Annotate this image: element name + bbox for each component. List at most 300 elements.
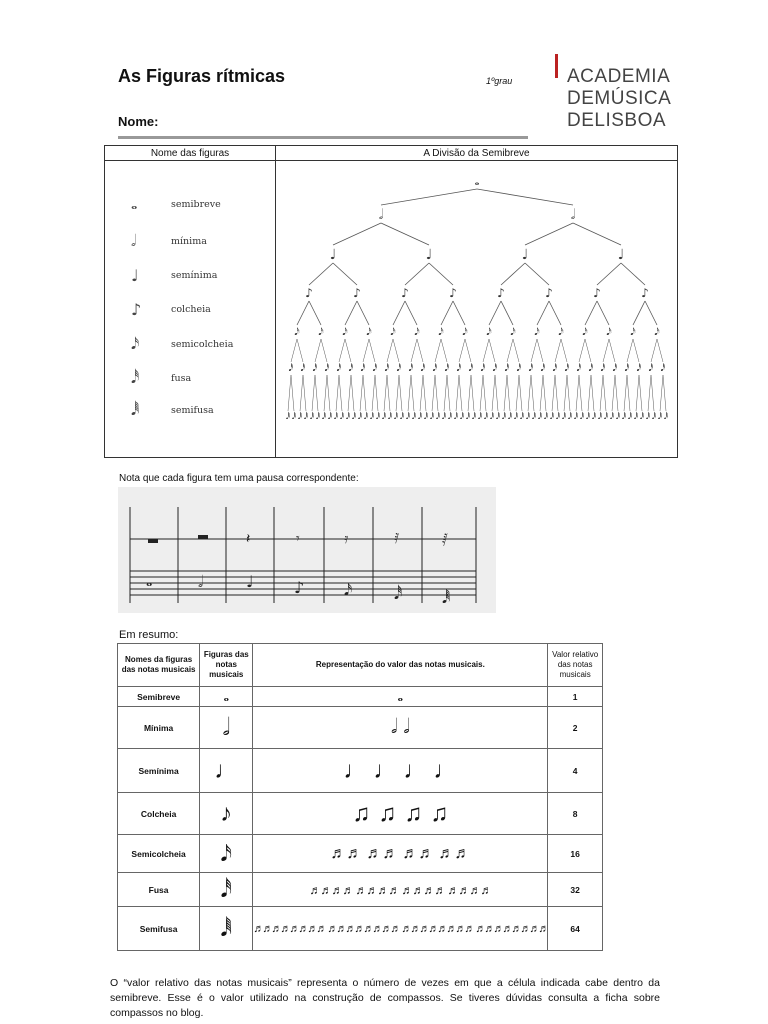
tree-note: 𝅘𝅥𝅰	[456, 364, 461, 374]
tree-note: 𝅘𝅥𝅱	[489, 412, 494, 421]
tree-note: ♩	[425, 247, 432, 263]
svg-text:𝅘𝅥𝅱: 𝅘𝅥𝅱	[442, 588, 451, 607]
tree-branch	[435, 375, 438, 411]
row-name: Semicolcheia	[118, 835, 200, 873]
semifusa-icon: 𝅘𝅥𝅱	[220, 915, 232, 941]
seminima-icon: ♩	[403, 756, 428, 784]
row-name: Colcheia	[118, 793, 200, 835]
tree-branch	[405, 301, 417, 325]
tree-branch	[552, 375, 555, 411]
tree-branch	[633, 339, 639, 362]
tree-branch	[333, 223, 381, 245]
tree-branch	[324, 375, 327, 411]
representation-cell	[253, 687, 548, 707]
tree-note: ♪	[400, 286, 409, 300]
col-header-division: A Divisão da Semibreve	[276, 146, 678, 161]
tree-branch	[621, 263, 645, 285]
row-value: 2	[548, 707, 603, 749]
representation-cell	[253, 835, 548, 873]
tree-branch	[489, 301, 501, 325]
tree-note: 𝅘𝅥𝅱	[357, 412, 362, 421]
tree-branch	[381, 189, 477, 205]
tree-note: 𝅘𝅥𝅱	[579, 412, 584, 421]
tree-note: 𝅘𝅥𝅱	[417, 412, 422, 421]
figure-name: mínima	[171, 235, 207, 247]
tree-note: 𝅘𝅥𝅱	[363, 412, 368, 421]
tree-branch	[636, 375, 639, 411]
tree-branch	[531, 375, 534, 411]
fusa-group-icon: ♬♬♬♬	[355, 882, 400, 897]
tree-note: 𝅘𝅥𝅱	[663, 412, 668, 421]
minima-icon: 𝅗𝅥	[390, 716, 398, 738]
tree-note: 𝅘𝅥𝅯	[629, 327, 636, 338]
header-representation: Representação do valor das notas musicais.	[253, 644, 548, 687]
tree-branch	[363, 339, 369, 362]
tree-branch	[411, 375, 414, 411]
tree-branch	[540, 375, 543, 411]
tree-note: 𝅘𝅥𝅱	[435, 412, 440, 421]
tree-note: 𝅘𝅥𝅱	[471, 412, 476, 421]
tree-branch	[597, 263, 621, 285]
tree-branch	[624, 375, 627, 411]
tree-note: ♪	[304, 286, 313, 300]
tree-note: 𝅘𝅥𝅱	[459, 412, 464, 421]
tree-branch	[444, 375, 447, 411]
tree-branch	[597, 301, 609, 325]
tree-note: 𝅘𝅥𝅰	[444, 364, 449, 374]
tree-note: ♩	[329, 247, 336, 263]
tree-note: 𝅘𝅥𝅰	[432, 364, 437, 374]
fusa-group-icon: ♬♬♬♬	[309, 882, 354, 897]
tree-branch	[393, 339, 399, 362]
tree-note: 𝅘𝅥𝅱	[333, 412, 338, 421]
tree-note: 𝅗𝅥	[570, 207, 575, 223]
tree-branch	[603, 375, 606, 411]
figure-cell	[200, 835, 253, 873]
tree-branch	[651, 375, 654, 411]
tree-branch	[291, 375, 294, 411]
tree-note: 𝅘𝅥𝅱	[531, 412, 536, 421]
tree-branch	[555, 375, 558, 411]
tree-note: 𝅘𝅥𝅯	[413, 327, 420, 338]
tree-note: 𝅘𝅥𝅱	[285, 412, 290, 421]
row-name: Mínima	[118, 707, 200, 749]
tree-branch	[297, 301, 309, 325]
tree-note: ♩	[617, 247, 624, 263]
tree-branch	[345, 301, 357, 325]
tree-branch	[612, 375, 615, 411]
tree-branch	[399, 375, 402, 411]
tree-branch	[648, 375, 651, 411]
tree-branch	[339, 339, 345, 362]
semibreve-icon: 𝅝	[223, 688, 230, 704]
tree-note: 𝅘𝅥𝅱	[399, 412, 404, 421]
tree-note: 𝅘𝅥𝅱	[585, 412, 590, 421]
tree-branch	[333, 263, 357, 285]
colcheia-icon: ♪	[131, 299, 142, 319]
tree-branch	[543, 375, 546, 411]
tree-branch	[579, 375, 582, 411]
tree-branch	[585, 301, 597, 325]
svg-text:♪: ♪	[294, 578, 305, 597]
semicolcheia-icon: 𝅘𝅥𝅯	[220, 840, 232, 866]
row-value: 4	[548, 749, 603, 793]
figure-row	[131, 231, 207, 251]
tree-note: 𝅘𝅥𝅱	[393, 412, 398, 421]
representation-cell	[253, 873, 548, 907]
semicolcheia-group-icon: ♬♬	[330, 844, 363, 862]
colcheia-pair-icon: ♫	[378, 799, 397, 827]
colcheia-pair-icon: ♫	[430, 799, 449, 827]
tree-branch	[393, 301, 405, 325]
tree-branch	[663, 375, 666, 411]
tree-note: 𝅘𝅥𝅱	[327, 412, 332, 421]
tree-branch	[372, 375, 375, 411]
tree-branch	[345, 339, 351, 362]
tree-branch	[327, 375, 330, 411]
footer-paragraph: O “valor relativo das notas musicais” representa o número de vezes em que a célula indicada cabe dentro da semibreve. Esse é o valor utilizado na construção de compassos. Se tiveres dúvidas consulta a ficha sobre compassos no blog.	[110, 977, 660, 1019]
tree-note: 𝅘𝅥𝅱	[603, 412, 608, 421]
tree-branch	[456, 375, 459, 411]
seminima-icon: ♩	[214, 756, 239, 784]
tree-note: ♪	[640, 286, 649, 300]
tree-branch	[591, 375, 594, 411]
tree-branch	[420, 375, 423, 411]
tree-note: 𝅘𝅥𝅰	[636, 364, 641, 374]
seminima-icon: ♩	[131, 265, 139, 285]
tree-note: 𝅘𝅥𝅱	[621, 412, 626, 421]
tree-branch	[432, 375, 435, 411]
tree-branch	[549, 301, 561, 325]
row-value: 64	[548, 907, 603, 951]
tree-branch	[537, 301, 549, 325]
tree-note: 𝅘𝅥𝅱	[657, 412, 662, 421]
figure-name: semínima	[171, 269, 218, 281]
tree-branch	[351, 375, 354, 411]
rests-caption: Nota que cada figura tem uma pausa correspondente:	[119, 473, 359, 484]
tree-note: 𝅘𝅥𝅰	[408, 364, 413, 374]
rests-staff	[118, 487, 496, 613]
name-label: Nome:	[118, 114, 159, 129]
tree-branch	[627, 375, 630, 411]
tree-note: 𝅘𝅥𝅰	[324, 364, 329, 374]
tree-branch	[528, 375, 531, 411]
tree-note: 𝅘𝅥𝅱	[369, 412, 374, 421]
figure-cell	[200, 749, 253, 793]
semicolcheia-group-icon: ♬♬	[402, 844, 435, 862]
tree-note: ♪	[544, 286, 553, 300]
tree-note: 𝅘𝅥𝅰	[384, 364, 389, 374]
figure-name: semibreve	[171, 198, 221, 210]
svg-text:𝄽: 𝄽	[246, 531, 251, 547]
tree-branch	[579, 339, 585, 362]
figure-cell	[200, 873, 253, 907]
row-value: 8	[548, 793, 603, 835]
tree-branch	[501, 263, 525, 285]
logo-text	[567, 66, 671, 132]
tree-note: 𝅘𝅥𝅱	[537, 412, 542, 421]
tree-branch	[321, 339, 327, 362]
tree-branch	[507, 375, 510, 411]
tree-note: 𝅘𝅥𝅱	[519, 412, 524, 421]
svg-text:𝄾: 𝄾	[296, 531, 300, 547]
tree-note: ♩	[521, 247, 528, 263]
tree-note: 𝅘𝅥𝅱	[405, 412, 410, 421]
tree-branch	[525, 263, 549, 285]
figure-row	[131, 194, 221, 214]
tree-branch	[381, 223, 429, 245]
tree-note: 𝅘𝅥𝅯	[605, 327, 612, 338]
tree-note: 𝅘𝅥𝅱	[315, 412, 320, 421]
tree-note: 𝅘𝅥𝅰	[600, 364, 605, 374]
figure-cell	[200, 707, 253, 749]
svg-text:𝅀: 𝅀	[394, 531, 400, 547]
tree-branch	[573, 223, 621, 245]
tree-note: 𝅘𝅥𝅱	[303, 412, 308, 421]
seminima-icon: ♩	[373, 756, 398, 784]
academy-logo	[555, 54, 672, 134]
tree-branch	[447, 375, 450, 411]
tree-note: 𝅘𝅥𝅱	[543, 412, 548, 421]
logo-line-3: DELISBOA	[567, 110, 667, 131]
tree-branch	[465, 339, 471, 362]
tree-branch	[441, 301, 453, 325]
semifusa-icon: 𝅘𝅥𝅱	[131, 400, 140, 419]
figure-row	[131, 400, 214, 420]
logo-line-2: DEMÚSICA	[567, 88, 672, 109]
tree-note: ♪	[592, 286, 601, 300]
tree-note: 𝅘𝅥𝅱	[291, 412, 296, 421]
tree-note: 𝅘𝅥𝅯	[389, 327, 396, 338]
tree-branch	[627, 339, 633, 362]
tree-note: 𝅘𝅥𝅱	[423, 412, 428, 421]
tree-note: 𝅘𝅥𝅰	[552, 364, 557, 374]
header-value: Valor relativo das notas musicais	[548, 644, 603, 687]
tree-branch	[492, 375, 495, 411]
tree-branch	[564, 375, 567, 411]
tree-note: 𝅘𝅥𝅱	[411, 412, 416, 421]
header-figures: Figuras das notas musicais	[200, 644, 253, 687]
row-value: 16	[548, 835, 603, 873]
tree-branch	[561, 339, 567, 362]
tree-note: 𝅗𝅥	[378, 207, 383, 223]
tree-branch	[657, 339, 663, 362]
tree-note: 𝅘𝅥𝅱	[615, 412, 620, 421]
tree-branch	[468, 375, 471, 411]
tree-branch	[357, 301, 369, 325]
tree-note: 𝅘𝅥𝅱	[507, 412, 512, 421]
tree-note: 𝅘𝅥𝅰	[540, 364, 545, 374]
tree-note: 𝅘𝅥𝅰	[660, 364, 665, 374]
tree-note: 𝅘𝅥𝅯	[509, 327, 516, 338]
tree-note: 𝅘𝅥𝅰	[288, 364, 293, 374]
tree-branch	[384, 375, 387, 411]
fusa-icon: 𝅘𝅥𝅰	[131, 368, 140, 387]
row-name: Semibreve	[118, 687, 200, 707]
logo-bar	[555, 54, 558, 78]
tree-note: ♪	[496, 286, 505, 300]
tree-branch	[453, 301, 465, 325]
tree-branch	[312, 375, 315, 411]
representation-cell	[253, 793, 548, 835]
tree-note: 𝅘𝅥𝅱	[555, 412, 560, 421]
svg-text:♩: ♩	[246, 572, 254, 591]
figure-name: semifusa	[171, 404, 214, 416]
tree-branch	[336, 375, 339, 411]
semicolcheia-group-icon: ♬♬	[438, 844, 471, 862]
tree-branch	[360, 375, 363, 411]
representation-cell	[253, 907, 548, 951]
tree-note: 𝅘𝅥𝅯	[365, 327, 372, 338]
figure-name: semicolcheia	[171, 338, 234, 350]
svg-text:𝅝: 𝅝	[146, 571, 153, 590]
division-tree-cell	[276, 161, 678, 458]
row-name: Semínima	[118, 749, 200, 793]
tree-note: 𝅘𝅥𝅱	[309, 412, 314, 421]
tree-branch	[660, 375, 663, 411]
tree-branch	[501, 301, 513, 325]
colcheia-pair-icon: ♫	[404, 799, 423, 827]
tree-branch	[348, 375, 351, 411]
minima-icon: 𝅗𝅥	[222, 713, 231, 741]
tree-branch	[408, 375, 411, 411]
summary-label: Em resumo:	[119, 629, 179, 641]
tree-note: 𝅘𝅥𝅱	[381, 412, 386, 421]
tree-note: 𝅘𝅥𝅰	[468, 364, 473, 374]
tree-note: 𝅘𝅥𝅱	[597, 412, 602, 421]
tree-note: 𝅘𝅥𝅱	[609, 412, 614, 421]
tree-note: 𝅘𝅥𝅰	[372, 364, 377, 374]
col-header-names: Nome das figuras	[105, 146, 276, 161]
tree-branch	[495, 375, 498, 411]
figure-row	[131, 265, 217, 285]
tree-branch	[531, 339, 537, 362]
fusa-group-icon: ♬♬♬♬	[401, 882, 446, 897]
svg-text:𝄿: 𝄿	[344, 531, 349, 547]
tree-note: 𝅘𝅥𝅱	[345, 412, 350, 421]
tree-note: 𝅘𝅥𝅯	[653, 327, 660, 338]
tree-branch	[471, 375, 474, 411]
tree-note: 𝅘𝅥𝅯	[437, 327, 444, 338]
tree-branch	[441, 339, 447, 362]
seminima-icon: ♩	[433, 756, 458, 784]
tree-branch	[297, 339, 303, 362]
name-line	[118, 136, 528, 139]
tree-note: 𝅘𝅥𝅱	[375, 412, 380, 421]
tree-note: 𝅘𝅥𝅱	[573, 412, 578, 421]
tree-branch	[339, 375, 342, 411]
figure-cell	[200, 793, 253, 835]
tree-branch	[369, 339, 375, 362]
tree-note: 𝅘𝅥𝅱	[651, 412, 656, 421]
tree-note: 𝅘𝅥𝅱	[453, 412, 458, 421]
tree-note: 𝅘𝅥𝅯	[461, 327, 468, 338]
tree-branch	[423, 375, 426, 411]
tree-note: 𝅘𝅥𝅱	[591, 412, 596, 421]
semicolcheia-icon: 𝅘𝅥𝅯	[131, 334, 140, 353]
summary-table	[117, 643, 603, 951]
tree-branch	[489, 339, 495, 362]
tree-note: 𝅘𝅥𝅰	[576, 364, 581, 374]
tree-note: 𝅘𝅥𝅰	[348, 364, 353, 374]
tree-branch	[435, 339, 441, 362]
row-name: Semifusa	[118, 907, 200, 951]
tree-branch	[513, 339, 519, 362]
division-tree-diagram	[277, 167, 677, 457]
tree-note: 𝅘𝅥𝅰	[624, 364, 629, 374]
colcheia-pair-icon: ♫	[352, 799, 371, 827]
tree-note: 𝅘𝅥𝅱	[297, 412, 302, 421]
tree-note: ♪	[352, 286, 361, 300]
tree-note: 𝅘𝅥𝅰	[312, 364, 317, 374]
tree-branch	[375, 375, 378, 411]
tree-note: 𝅘𝅥𝅱	[387, 412, 392, 421]
row-value: 1	[548, 687, 603, 707]
rests-staff-image	[118, 487, 496, 613]
tree-branch	[483, 339, 489, 362]
tree-note: 𝅘𝅥𝅱	[441, 412, 446, 421]
tree-branch	[537, 339, 543, 362]
figure-row	[131, 299, 211, 319]
row-value: 32	[548, 873, 603, 907]
tree-note: 𝅘𝅥𝅰	[420, 364, 425, 374]
tree-branch	[600, 375, 603, 411]
logo-line-1: ACADEMIA	[567, 66, 671, 87]
tree-branch	[459, 375, 462, 411]
tree-note: 𝅘𝅥𝅰	[516, 364, 521, 374]
tree-branch	[483, 375, 486, 411]
tree-note: 𝅘𝅥𝅱	[429, 412, 434, 421]
tree-branch	[396, 375, 399, 411]
semifusa-group-icon: ♬♬♬♬♬♬♬♬	[327, 922, 400, 935]
tree-branch	[315, 339, 321, 362]
tree-note: 𝅘𝅥𝅰	[528, 364, 533, 374]
svg-text:𝅘𝅥𝅯: 𝅘𝅥𝅯	[344, 580, 353, 599]
tree-branch	[567, 375, 570, 411]
semifusa-group-icon: ♬♬♬♬♬♬♬♬	[253, 922, 326, 935]
tree-note: 𝅘𝅥𝅱	[465, 412, 470, 421]
figure-row	[131, 368, 191, 388]
tree-branch	[387, 375, 390, 411]
svg-text:𝅗𝅥: 𝅗𝅥	[198, 572, 204, 591]
tree-branch	[588, 375, 591, 411]
figure-row	[131, 334, 233, 354]
tree-branch	[504, 375, 507, 411]
tree-note: 𝅘𝅥𝅱	[645, 412, 650, 421]
tree-branch	[480, 375, 483, 411]
tree-branch	[615, 375, 618, 411]
fusa-icon: 𝅘𝅥𝅰	[220, 876, 232, 902]
tree-branch	[519, 375, 522, 411]
minima-icon: 𝅗𝅥	[131, 231, 137, 250]
semifusa-group-icon: ♬♬♬♬♬♬♬♬	[475, 922, 548, 935]
tree-note: 𝅘𝅥𝅰	[492, 364, 497, 374]
tree-note: 𝅘𝅥𝅱	[513, 412, 518, 421]
semifusa-group-icon: ♬♬♬♬♬♬♬♬	[401, 922, 474, 935]
figure-name: fusa	[171, 372, 192, 384]
semicolcheia-group-icon: ♬♬	[366, 844, 399, 862]
tree-branch	[309, 263, 333, 285]
tree-note: 𝅘𝅥𝅰	[480, 364, 485, 374]
tree-note: 𝅘𝅥𝅱	[351, 412, 356, 421]
tree-note: 𝅘𝅥𝅱	[321, 412, 326, 421]
semibreve-icon: 𝅝	[131, 194, 138, 213]
tree-note: 𝅘𝅥𝅰	[648, 364, 653, 374]
colcheia-icon: ♪	[220, 799, 233, 827]
page-title: As Figuras rítmicas	[118, 66, 286, 86]
tree-branch	[387, 339, 393, 362]
svg-text:𝅘𝅥𝅰: 𝅘𝅥𝅰	[394, 584, 403, 603]
